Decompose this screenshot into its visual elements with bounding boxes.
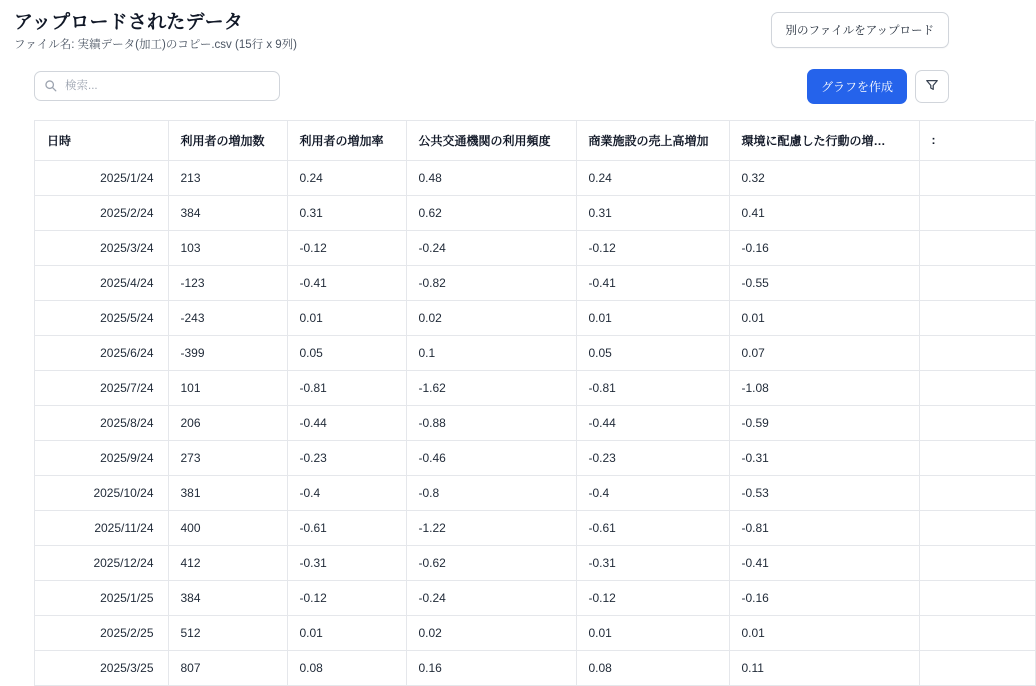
cell-public-transport-usage: -1.22 (406, 510, 576, 545)
cell-public-transport-usage: 0.48 (406, 160, 576, 195)
cell-date: 2025/11/24 (35, 510, 168, 545)
cell-date: 2025/3/24 (35, 230, 168, 265)
cell-public-transport-usage: 0.1 (406, 335, 576, 370)
cell-public-transport-usage: -0.24 (406, 580, 576, 615)
table-row[interactable] (35, 580, 1035, 615)
cell-commercial-sales-increase: 0.24 (576, 160, 729, 195)
cell-user-increase-rate: -0.44 (287, 405, 406, 440)
cell-date: 2025/6/24 (35, 335, 168, 370)
cell-date: 2025/2/24 (35, 195, 168, 230)
table-row[interactable] (35, 300, 1035, 335)
table-row[interactable] (35, 545, 1035, 580)
cell-overflow (919, 405, 1035, 440)
upload-another-file-button[interactable]: 別のファイルをアップロード (771, 12, 949, 48)
cell-user-increase-count: 412 (168, 545, 287, 580)
cell-commercial-sales-increase: 0.08 (576, 650, 729, 685)
title-block (12, 12, 297, 53)
cell-eco-behavior-increase: -0.81 (729, 510, 919, 545)
cell-commercial-sales-increase: -0.12 (576, 580, 729, 615)
table-header-row (35, 121, 1035, 161)
cell-user-increase-rate: -0.61 (287, 510, 406, 545)
table-row[interactable] (35, 335, 1035, 370)
cell-commercial-sales-increase: -0.81 (576, 370, 729, 405)
cell-date: 2025/2/25 (35, 615, 168, 650)
cell-user-increase-rate: -0.31 (287, 545, 406, 580)
cell-user-increase-count: 384 (168, 580, 287, 615)
cell-public-transport-usage: -0.46 (406, 440, 576, 475)
cell-commercial-sales-increase: 0.31 (576, 195, 729, 230)
filter-button[interactable] (915, 70, 949, 103)
column-header-user-increase-count[interactable]: 利用者の増加数 (168, 121, 287, 161)
cell-user-increase-rate: 0.08 (287, 650, 406, 685)
column-header-date[interactable]: 日時 (35, 121, 168, 161)
cell-user-increase-count: 384 (168, 195, 287, 230)
cell-overflow (919, 650, 1035, 685)
create-chart-button[interactable]: グラフを作成 (807, 69, 907, 104)
cell-eco-behavior-increase: -1.08 (729, 370, 919, 405)
cell-commercial-sales-increase: -0.61 (576, 510, 729, 545)
column-header-user-increase-rate[interactable]: 利用者の増加率 (287, 121, 406, 161)
column-header-public-transport-usage[interactable]: 公共交通機関の利用頻度 (406, 121, 576, 161)
cell-user-increase-rate: 0.24 (287, 160, 406, 195)
cell-overflow (919, 195, 1035, 230)
cell-commercial-sales-increase: 0.01 (576, 615, 729, 650)
cell-date: 2025/10/24 (35, 475, 168, 510)
cell-user-increase-count: 400 (168, 510, 287, 545)
cell-public-transport-usage: 0.62 (406, 195, 576, 230)
cell-public-transport-usage: 0.02 (406, 300, 576, 335)
table-row[interactable] (35, 405, 1035, 440)
cell-public-transport-usage: -0.62 (406, 545, 576, 580)
cell-user-increase-count: -243 (168, 300, 287, 335)
cell-commercial-sales-increase: -0.23 (576, 440, 729, 475)
cell-eco-behavior-increase: 0.01 (729, 615, 919, 650)
cell-eco-behavior-increase: 0.41 (729, 195, 919, 230)
filter-icon (925, 78, 939, 95)
data-table-container[interactable] (34, 120, 1034, 686)
cell-date: 2025/4/24 (35, 265, 168, 300)
cell-user-increase-rate: -0.41 (287, 265, 406, 300)
cell-commercial-sales-increase: -0.12 (576, 230, 729, 265)
cell-user-increase-count: 273 (168, 440, 287, 475)
data-table (35, 121, 1036, 686)
cell-eco-behavior-increase: 0.32 (729, 160, 919, 195)
table-row[interactable] (35, 370, 1035, 405)
table-row[interactable] (35, 195, 1035, 230)
cell-date: 2025/1/24 (35, 160, 168, 195)
cell-eco-behavior-increase: -0.53 (729, 475, 919, 510)
table-row[interactable] (35, 265, 1035, 300)
cell-user-increase-count: -399 (168, 335, 287, 370)
cell-eco-behavior-increase: -0.31 (729, 440, 919, 475)
cell-overflow (919, 265, 1035, 300)
column-header-commercial-sales-increase[interactable]: 商業施設の売上高増加 (576, 121, 729, 161)
table-row[interactable] (35, 475, 1035, 510)
cell-user-increase-count: 103 (168, 230, 287, 265)
table-row[interactable] (35, 615, 1035, 650)
cell-overflow (919, 335, 1035, 370)
cell-user-increase-count: 101 (168, 370, 287, 405)
cell-eco-behavior-increase: -0.55 (729, 265, 919, 300)
cell-public-transport-usage: -1.62 (406, 370, 576, 405)
cell-eco-behavior-increase: -0.41 (729, 545, 919, 580)
cell-date: 2025/12/24 (35, 545, 168, 580)
cell-overflow (919, 615, 1035, 650)
search-wrapper (34, 71, 280, 101)
cell-user-increase-count: 381 (168, 475, 287, 510)
cell-eco-behavior-increase: -0.16 (729, 580, 919, 615)
cell-public-transport-usage: -0.8 (406, 475, 576, 510)
cell-overflow (919, 545, 1035, 580)
cell-user-increase-rate: -0.12 (287, 580, 406, 615)
cell-overflow (919, 475, 1035, 510)
cell-overflow (919, 230, 1035, 265)
cell-commercial-sales-increase: 0.01 (576, 300, 729, 335)
table-row[interactable] (35, 650, 1035, 685)
cell-eco-behavior-increase: -0.59 (729, 405, 919, 440)
table-row[interactable] (35, 160, 1035, 195)
cell-public-transport-usage: -0.24 (406, 230, 576, 265)
cell-user-increase-rate: -0.4 (287, 475, 406, 510)
cell-date: 2025/7/24 (35, 370, 168, 405)
page-header (0, 10, 965, 53)
cell-user-increase-count: -123 (168, 265, 287, 300)
table-row[interactable] (35, 230, 1035, 265)
cell-public-transport-usage: 0.16 (406, 650, 576, 685)
cell-user-increase-rate: 0.01 (287, 615, 406, 650)
cell-user-increase-rate: -0.81 (287, 370, 406, 405)
cell-public-transport-usage: -0.82 (406, 265, 576, 300)
cell-user-increase-count: 213 (168, 160, 287, 195)
table-row[interactable] (35, 510, 1035, 545)
cell-overflow (919, 160, 1035, 195)
table-toolbar (0, 53, 965, 104)
cell-eco-behavior-increase: 0.11 (729, 650, 919, 685)
cell-overflow (919, 300, 1035, 335)
cell-user-increase-rate: 0.01 (287, 300, 406, 335)
column-header-eco-behavior-increase[interactable]: 環境に配慮した行動の増… (729, 121, 919, 161)
cell-overflow (919, 440, 1035, 475)
cell-commercial-sales-increase: -0.4 (576, 475, 729, 510)
cell-user-increase-count: 807 (168, 650, 287, 685)
cell-user-increase-rate: -0.12 (287, 230, 406, 265)
table-body (35, 160, 1035, 685)
cell-overflow (919, 510, 1035, 545)
cell-date: 2025/3/25 (35, 650, 168, 685)
page-title: アップロードされたデータ (14, 12, 244, 33)
cell-commercial-sales-increase: -0.44 (576, 405, 729, 440)
table-row[interactable] (35, 440, 1035, 475)
cell-user-increase-rate: 0.31 (287, 195, 406, 230)
cell-overflow (919, 580, 1035, 615)
cell-date: 2025/5/24 (35, 300, 168, 335)
column-header-overflow[interactable]: : (919, 121, 1035, 161)
search-input[interactable] (34, 71, 280, 101)
cell-date: 2025/9/24 (35, 440, 168, 475)
cell-eco-behavior-increase: -0.16 (729, 230, 919, 265)
cell-date: 2025/8/24 (35, 405, 168, 440)
cell-overflow (919, 370, 1035, 405)
cell-commercial-sales-increase: -0.31 (576, 545, 729, 580)
cell-eco-behavior-increase: 0.01 (729, 300, 919, 335)
cell-commercial-sales-increase: -0.41 (576, 265, 729, 300)
cell-user-increase-rate: 0.05 (287, 335, 406, 370)
cell-eco-behavior-increase: 0.07 (729, 335, 919, 370)
cell-public-transport-usage: 0.02 (406, 615, 576, 650)
toolbar-actions (807, 69, 949, 104)
cell-public-transport-usage: -0.88 (406, 405, 576, 440)
cell-user-increase-count: 206 (168, 405, 287, 440)
cell-commercial-sales-increase: 0.05 (576, 335, 729, 370)
cell-date: 2025/1/25 (35, 580, 168, 615)
file-meta: ファイル名: 実績データ(加工)のコピー.csv (15行 x 9列) (14, 38, 297, 51)
cell-user-increase-rate: -0.23 (287, 440, 406, 475)
cell-user-increase-count: 512 (168, 615, 287, 650)
